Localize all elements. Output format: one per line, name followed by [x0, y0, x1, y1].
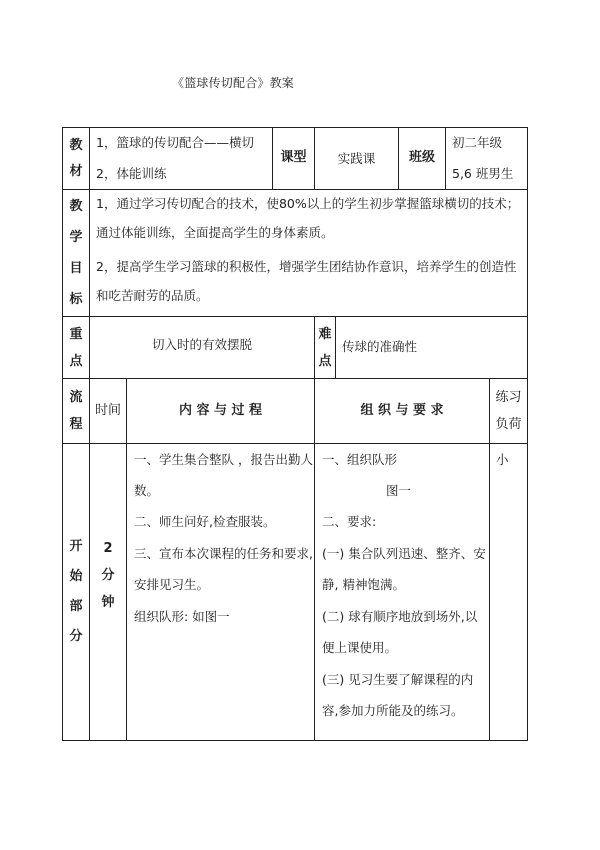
section-label-char: 开: [69, 539, 83, 554]
liucheng-header-char: 程: [69, 417, 83, 432]
mubiao-paragraph-2: 2，提高学生学习篮球的积极性，增强学生团结协作意识，培养学生的创造性和吃苦耐劳的品质。: [96, 259, 517, 303]
mubiao-paragraph-1: 1，通过学习传切配合的技术，使80%以上的学生初步掌握篮球横切的技术；通过体能训练，全面提高学生的身体素质。: [96, 196, 520, 240]
nandian-label-char: 难: [318, 326, 332, 342]
content-line: 二、师生问好,检查服装。: [134, 514, 276, 529]
row-divider: [62, 443, 528, 444]
doc-title: 《篮球传切配合》教案: [172, 76, 295, 90]
kexing-label: 课型: [280, 150, 307, 166]
org-line: 容,参加力所能及的练习。: [322, 703, 464, 718]
section-time-part: 2: [103, 540, 113, 556]
content-line: 安排见习生。: [134, 577, 210, 592]
col-divider: [445, 127, 446, 189]
mubiao-label: [63, 190, 89, 316]
fuhe-header-line: 负荷: [495, 417, 522, 432]
jiaocai-line-2: 2，体能训练: [96, 166, 167, 181]
kexing-value: 实践课: [337, 151, 376, 166]
banji-label: 班级: [408, 150, 435, 166]
mubiao-label-char: 学: [69, 230, 83, 245]
shijian-header: 时间: [94, 402, 121, 418]
section-time-part: 钟: [101, 594, 115, 610]
banji-line-1: 初二年级: [452, 135, 503, 150]
section-label: [63, 444, 89, 740]
liucheng-header: [63, 379, 89, 443]
org-line: (一) 集合队列迅速、整齐、安: [322, 546, 486, 561]
section-label-char: 部: [69, 599, 83, 614]
section-time-part: 分: [101, 567, 115, 583]
section-label-char: 分: [69, 629, 83, 644]
nandian-label: [315, 317, 335, 378]
mubiao-label-char: 目: [69, 261, 83, 276]
col-divider: [89, 189, 90, 316]
org-line: (二) 球有顺序地放到场外,以: [322, 609, 478, 624]
jiaocai-label-char: 材: [69, 163, 83, 179]
table-border-bottom: [62, 740, 528, 741]
section-time: [90, 530, 126, 620]
zhongdian-label-char: 点: [69, 353, 83, 369]
content-line: 一、学生集合整队 ，报告出勤人: [134, 452, 313, 467]
nandian-label-char: 点: [318, 353, 332, 369]
col-divider: [89, 127, 90, 189]
mubiao-label-char: 标: [69, 292, 83, 307]
zhongdian-value: 切入时的有效摆脱: [151, 337, 252, 352]
mubiao-label-char: 教: [69, 199, 83, 214]
load-value: 小: [496, 452, 509, 467]
content-line: 数。: [134, 483, 160, 498]
fuhe-header: [490, 379, 527, 443]
zuzhi-header: 组 织 与 要 求: [360, 402, 444, 418]
figure-label: 图一: [386, 483, 412, 498]
nandian-value: 传球的准确性: [342, 339, 418, 354]
content-line: 组织队形: 如图一: [134, 609, 230, 624]
fuhe-header-line: 练习: [495, 390, 522, 405]
table-border-right: [527, 127, 528, 741]
jiaocai-label: [63, 128, 89, 189]
content-line: 三、宣布本次课程的任务和要求,: [134, 546, 313, 561]
banji-line-2: 5,6 班男生: [452, 166, 514, 181]
org-line: 二、要求:: [322, 514, 377, 529]
org-line: (三) 见习生要了解课程的内: [322, 672, 474, 687]
col-divider: [335, 316, 336, 378]
neirong-header: 内 容 与 过 程: [178, 402, 263, 418]
org-line: 静, 精神饱满。: [322, 577, 405, 592]
zhongdian-label-char: 重: [69, 326, 83, 342]
jiaocai-label-char: 教: [69, 137, 83, 153]
section-label-char: 始: [69, 569, 83, 584]
org-line: 一、组织队形: [322, 452, 398, 467]
liucheng-header-char: 流: [69, 390, 83, 405]
org-line: 便上课使用。: [322, 640, 398, 655]
zhongdian-label: [63, 317, 89, 378]
jiaocai-line-1: 1，篮球的传切配合——横切: [96, 135, 254, 150]
